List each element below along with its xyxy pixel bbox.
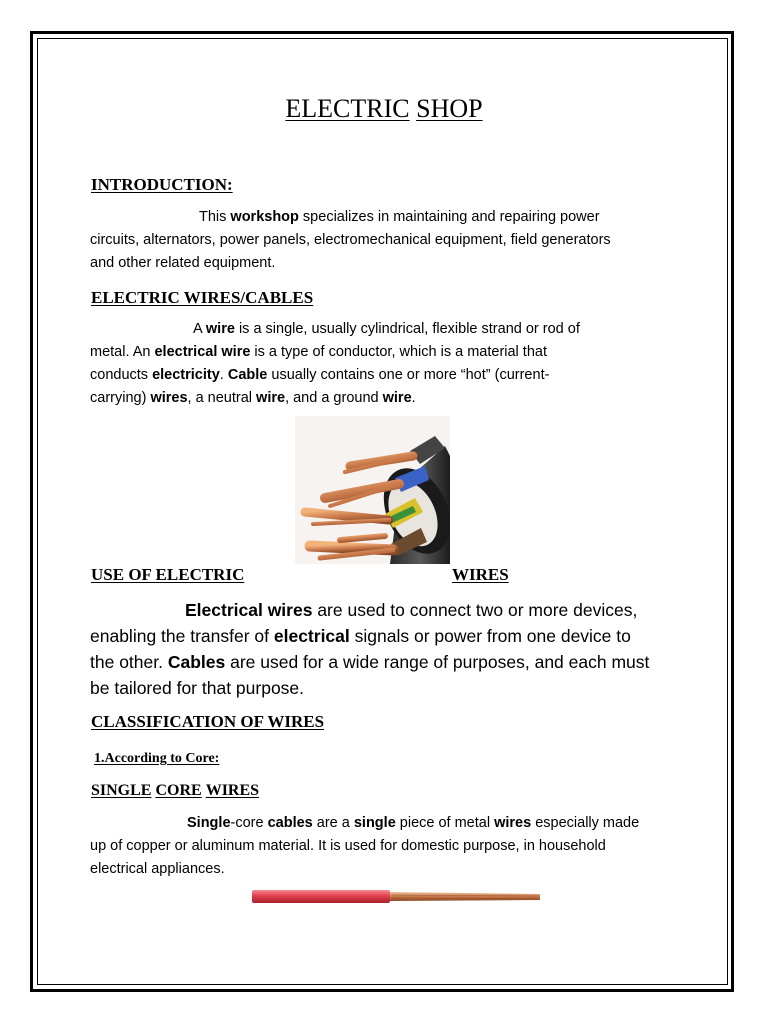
wires-line-1 (90, 318, 690, 341)
bold-text: electrical (273, 626, 350, 646)
bold-text: single (353, 815, 396, 831)
use-of-wires-paragraph (90, 597, 690, 701)
bold-text: wires (494, 815, 532, 831)
text: usually contains one or more “hot” (current- (267, 367, 550, 383)
bold-text: electrical wire (154, 344, 251, 360)
according-to-core-text: 1.According to Core: (94, 751, 220, 766)
text: conducts (90, 367, 153, 383)
use-of-wires-heading-left (91, 564, 244, 586)
single-word: SINGLE (91, 782, 152, 799)
according-to-core-subheading (94, 749, 219, 769)
use-line-3 (90, 649, 690, 675)
use-heading-right-text: WIRES (452, 565, 509, 584)
text: piece of metal (395, 815, 495, 831)
text: A (193, 321, 206, 337)
text: -core (230, 815, 268, 831)
use-line-2 (90, 623, 690, 649)
electric-wires-heading (91, 287, 313, 309)
text: are used to connect two or more devices, (312, 600, 638, 620)
introduction-paragraph (90, 206, 690, 275)
bold-text: wire (205, 321, 235, 337)
bold-text: Single (187, 815, 231, 831)
wires-line-4 (90, 387, 690, 410)
text: , a neutral (187, 390, 257, 406)
bold-text: workshop (230, 209, 299, 225)
text: , and a ground (285, 390, 383, 406)
single-core-wire-photo (250, 886, 542, 908)
bold-text: Cable (227, 367, 268, 383)
bold-text: electricity (152, 367, 220, 383)
intro-line-3: and other related equipment. (90, 255, 276, 271)
title-word-electric: ELECTRIC (285, 94, 410, 123)
bold-text: cables (267, 815, 313, 831)
intro-line-2: circuits, alternators, power panels, electromechanical equipment, field generators (90, 232, 611, 248)
text: are a (312, 815, 354, 831)
bold-text: wire (382, 390, 412, 406)
bold-text: Cables (167, 652, 226, 672)
single-core-paragraph (90, 812, 690, 881)
text: This (199, 209, 231, 225)
use-line-1 (90, 597, 690, 623)
wires-line-2 (90, 341, 690, 364)
text: is a single, usually cylindrical, flexible strand or rod of (234, 321, 580, 337)
text: . (219, 367, 228, 383)
bold-text: wire (256, 390, 286, 406)
text: . (411, 390, 416, 406)
core-word: CORE (155, 782, 202, 799)
single-core-line-2: up of copper or aluminum material. It is used for domestic purpose, in household (90, 838, 606, 854)
text: carrying) (90, 390, 151, 406)
intro-line-1 (90, 206, 690, 229)
bold-text: Electrical wires (185, 600, 313, 620)
red-insulation (252, 890, 390, 903)
classification-heading (91, 711, 324, 733)
text: signals or power from one device to (349, 626, 631, 646)
text: specializes in maintaining and repairing power (298, 209, 600, 225)
page-title (0, 92, 768, 126)
text: the other. (90, 652, 168, 672)
single-core-line-3: electrical appliances. (90, 861, 225, 877)
introduction-heading-text: INTRODUCTION: (91, 175, 233, 194)
single-core-wires-heading (91, 780, 259, 802)
wires-line-3 (90, 364, 690, 387)
single-core-line-1 (90, 812, 690, 835)
multi-core-cable-photo (295, 416, 450, 564)
electric-wires-paragraph (90, 318, 690, 410)
use-line-4: be tailored for that purpose. (90, 678, 305, 698)
bold-text: wires (150, 390, 188, 406)
use-heading-left-text: USE OF ELECTRIC (91, 565, 245, 584)
title-word-shop: SHOP (416, 94, 483, 123)
wires-word: WIRES (205, 782, 260, 799)
text: enabling the transfer of (90, 626, 274, 646)
text: are used for a wide range of purposes, and each must (225, 652, 650, 672)
classification-heading-text: CLASSIFICATION OF WIRES (91, 712, 325, 731)
text: is a type of conductor, which is a material that (250, 344, 547, 360)
use-of-wires-heading-right (452, 564, 509, 586)
text: metal. An (90, 344, 155, 360)
introduction-heading (91, 174, 233, 196)
electric-wires-heading-text: ELECTRIC WIRES/CABLES (91, 288, 314, 307)
copper-conductor (390, 892, 540, 901)
text: especially made (531, 815, 640, 831)
